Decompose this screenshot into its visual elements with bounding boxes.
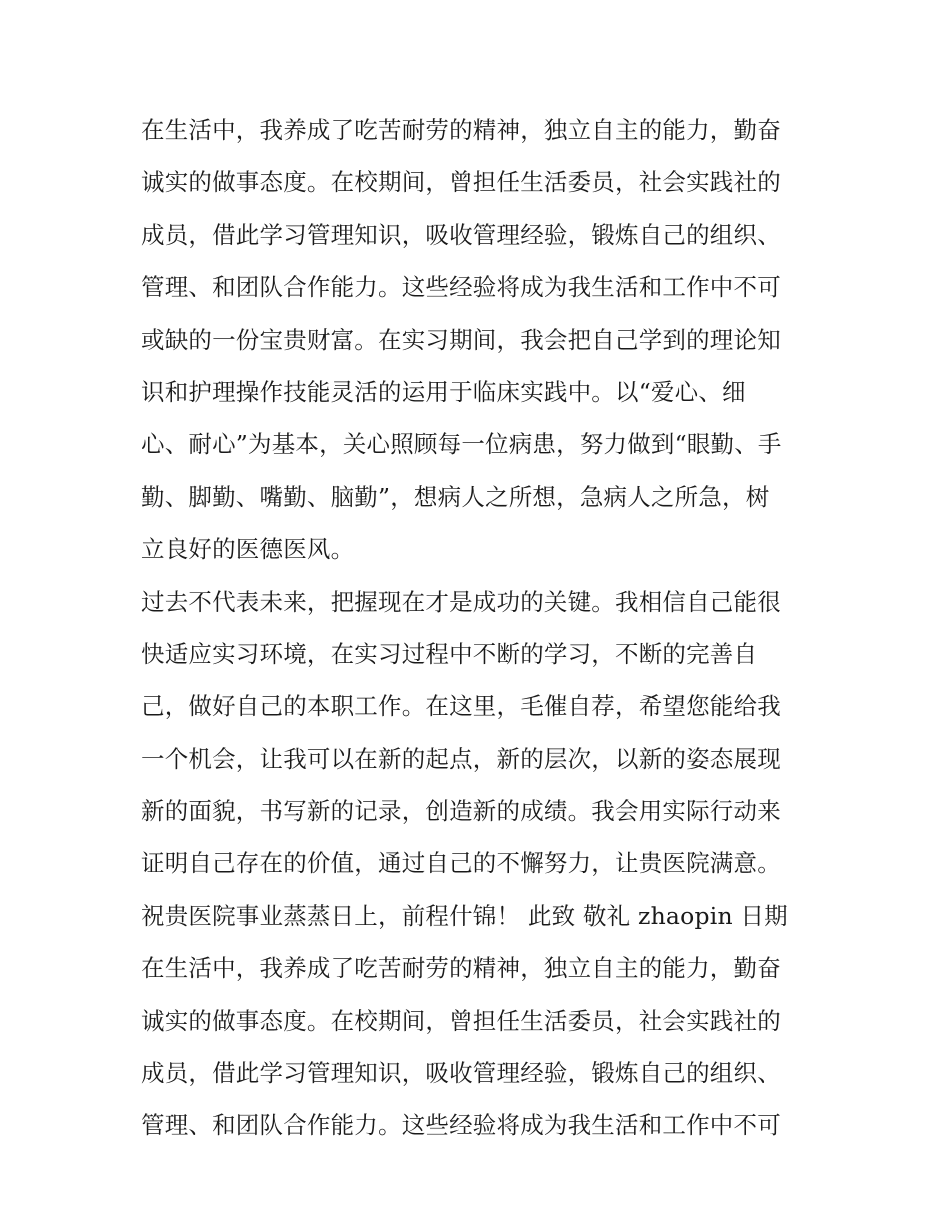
text-line: 识和护理操作技能灵活的运用于临床实践中。以“爱心、细 [141,377,746,406]
text-line: 快适应实习环境，在实习过程中不断的学习，不断的完善自 [141,639,758,668]
text-line: 新的面貌，书写新的记录，创造新的成绩。我会用实际行动来 [141,797,781,826]
text-line: 证明自己存在的价值，通过自己的不懈努力，让贵医院满意。 [141,849,781,878]
text-line: 一个机会，让我可以在新的起点，新的层次，以新的姿态展现 [141,744,781,773]
body-text [141,108,821,1156]
text-line: 祝贵医院事业蒸蒸日上，前程什锦！ 此致 敬礼 zhaopin 日期 [141,901,788,930]
text-line: 管理、和团队合作能力。这些经验将成为我生活和工作中不可 [141,273,781,302]
text-line: 或缺的一份宝贵财富。在实习期间，我会把自己学到的理论知 [141,325,781,354]
text-line: 心、耐心”为基本，关心照顾每一位病患，努力做到“眼勤、手 [141,430,782,459]
text-line: 成员，借此学习管理知识，吸收管理经验，锻炼自己的组织、 [141,220,781,249]
text-line: 过去不代表未来，把握现在才是成功的关键。我相信自己能很 [141,587,781,616]
text-line: 诚实的做事态度。在校期间，曾担任生活委员，社会实践社的 [141,1006,781,1035]
text-line: 己，做好自己的本职工作。在这里，毛催自荐，希望您能给我 [141,692,781,721]
text-line: 在生活中，我养成了吃苦耐劳的精神，独立自主的能力，勤奋 [141,954,781,983]
text-line: 管理、和团队合作能力。这些经验将成为我生活和工作中不可 [141,1111,781,1140]
text-line: 在生活中，我养成了吃苦耐劳的精神，独立自主的能力，勤奋 [141,116,781,144]
text-line: 勤、脚勤、嘴勤、脑勤”，想病人之所想，急病人之所急，树 [141,482,770,511]
text-line: 立良好的医德医风。 [141,535,355,564]
text-line: 诚实的做事态度。在校期间，曾担任生活委员，社会实践社的 [141,168,781,197]
text-line: 成员，借此学习管理知识，吸收管理经验，锻炼自己的组织、 [141,1059,781,1088]
